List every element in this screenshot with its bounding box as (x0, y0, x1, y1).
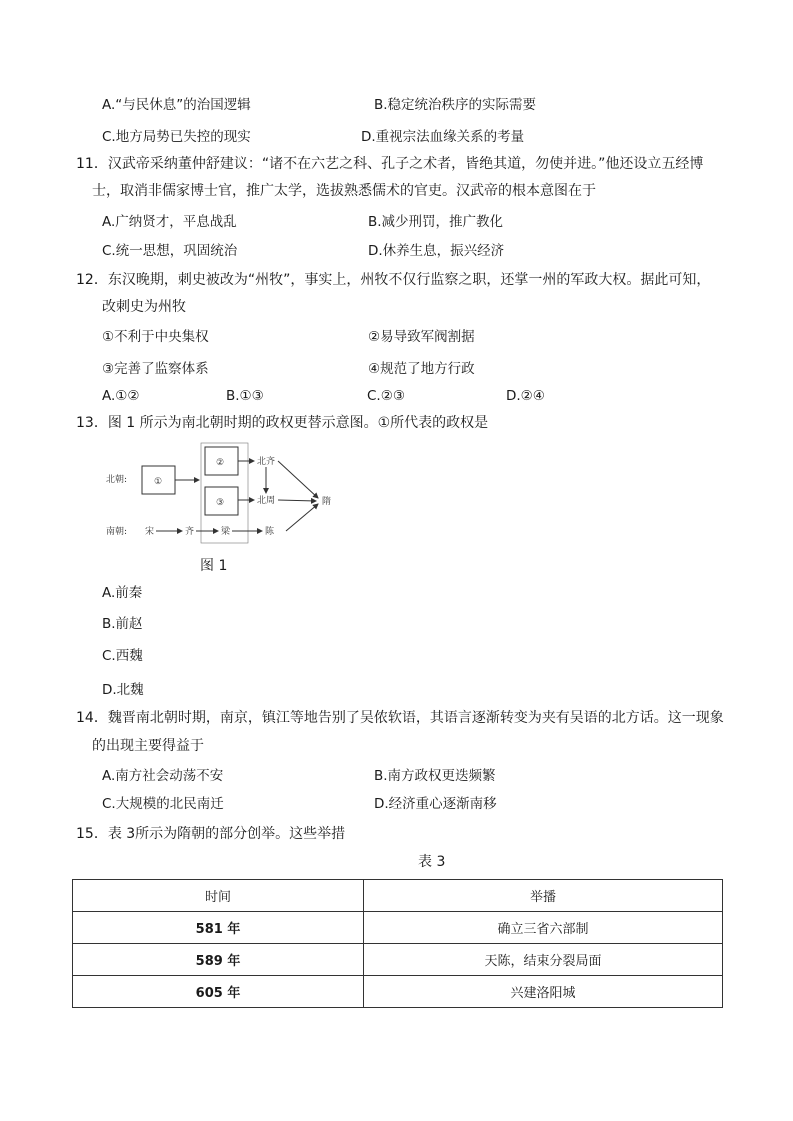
q12-stem-line1: 12．东汉晚期，刺史被改为“州牧”，事实上，州牧不仅行监察之职，还掌一州的军政大权。据此可知， (76, 272, 711, 288)
table-row (73, 976, 723, 1008)
box-2-label: ② (216, 458, 225, 468)
table-header-row (73, 880, 723, 912)
q12-item-4: ④规范了地方行政 (368, 361, 475, 377)
beizhou-label: 北周 (257, 496, 276, 506)
box-3-label: ③ (216, 498, 225, 508)
q11-option-c: C.统一思想，巩固统治 (102, 243, 238, 259)
table-header-time: 时间 (73, 880, 364, 912)
liang-label: 梁 (221, 527, 231, 537)
table-row (73, 912, 723, 944)
q14-option-a: A.南方社会动荡不安 (102, 768, 224, 784)
q11-stem-line2: 士，取消非儒家博士官，推广太学，选拔熟悉儒术的官吏。汉武帝的根本意图在于 (92, 183, 596, 199)
table-3 (72, 879, 723, 1008)
q12-item-3: ③完善了监察体系 (102, 361, 209, 377)
q14-option-c: C.大规模的北民南迁 (102, 796, 224, 812)
table-cell-measure: 兴建洛阳城 (364, 976, 723, 1008)
q15-stem-line1: 15．表 3所示为隋朝的部分创举。这些举措 (76, 826, 346, 842)
q11-stem-line1: 11．汉武帝采纳董仲舒建议：“诸不在六艺之科、孔子之术者，皆绝其道，勿使并进。”他还设立五经博 (76, 156, 704, 172)
table-cell-year: 605 年 (73, 976, 364, 1008)
q14-option-b: B.南方政权更迭频繁 (374, 768, 496, 784)
q12-option-a: A.①② (102, 388, 140, 404)
q12-option-c: C.②③ (367, 388, 405, 404)
q13-stem-line1: 13．图 1 所示为南北朝时期的政权更替示意图。①所代表的政权是 (76, 415, 489, 431)
table-cell-measure: 确立三省六部制 (364, 912, 723, 944)
table-row (73, 944, 723, 976)
q10-option-a: A.“与民休息”的治国逻辑 (102, 97, 251, 113)
q10-option-d: D.重视宗法血缘关系的考量 (361, 129, 525, 145)
q12-stem-line2: 改刺史为州牧 (102, 299, 186, 315)
qi-label: 齐 (185, 527, 195, 537)
regime-succession-diagram (100, 440, 350, 545)
q10-option-c: C.地方局势已失控的现实 (102, 129, 251, 145)
q12-option-b: B.①③ (226, 388, 264, 404)
q14-stem-line2: 的出现主要得益于 (92, 738, 204, 754)
q13-option-c: C.西魏 (102, 648, 143, 664)
q13-option-a: A.前秦 (102, 585, 143, 601)
table-cell-year: 589 年 (73, 944, 364, 976)
table-cell-year: 581 年 (73, 912, 364, 944)
q13-option-b: B.前赵 (102, 616, 143, 632)
figure-1-caption: 图 1 (200, 558, 228, 574)
q11-option-d: D.休养生息，振兴经济 (368, 243, 505, 259)
q13-option-d: D.北魏 (102, 682, 144, 698)
sui-label: 隋 (322, 497, 332, 507)
q14-option-d: D.经济重心逐渐南移 (374, 796, 497, 812)
q12-item-1: ①不利于中央集权 (102, 329, 209, 345)
beiqi-label: 北齐 (257, 457, 276, 467)
q12-item-2: ②易导致军阀割据 (368, 329, 475, 345)
song-label: 宋 (145, 527, 155, 537)
q14-stem-line1: 14．魏晋南北朝时期，南京，镇江等地告别了吴侬软语，其语言逐渐转变为夹有吴语的北方话。这一现象 (76, 710, 724, 726)
south-dynasties-label: 南朝: (106, 527, 128, 537)
q11-option-a: A.广纳贤才，平息战乱 (102, 214, 237, 230)
q10-option-b: B.稳定统治秩序的实际需要 (374, 97, 537, 113)
box-1-label: ① (154, 477, 163, 487)
q12-option-d: D.②④ (506, 388, 545, 404)
q11-option-b: B.减少刑罚，推广教化 (368, 214, 504, 230)
table-header-measure: 举播 (364, 880, 723, 912)
north-dynasties-label: 北朝: (106, 475, 128, 485)
chen-label: 陈 (265, 527, 275, 537)
table-cell-measure: 天陈，结束分裂局面 (364, 944, 723, 976)
table-3-caption: 表 3 (418, 854, 446, 870)
